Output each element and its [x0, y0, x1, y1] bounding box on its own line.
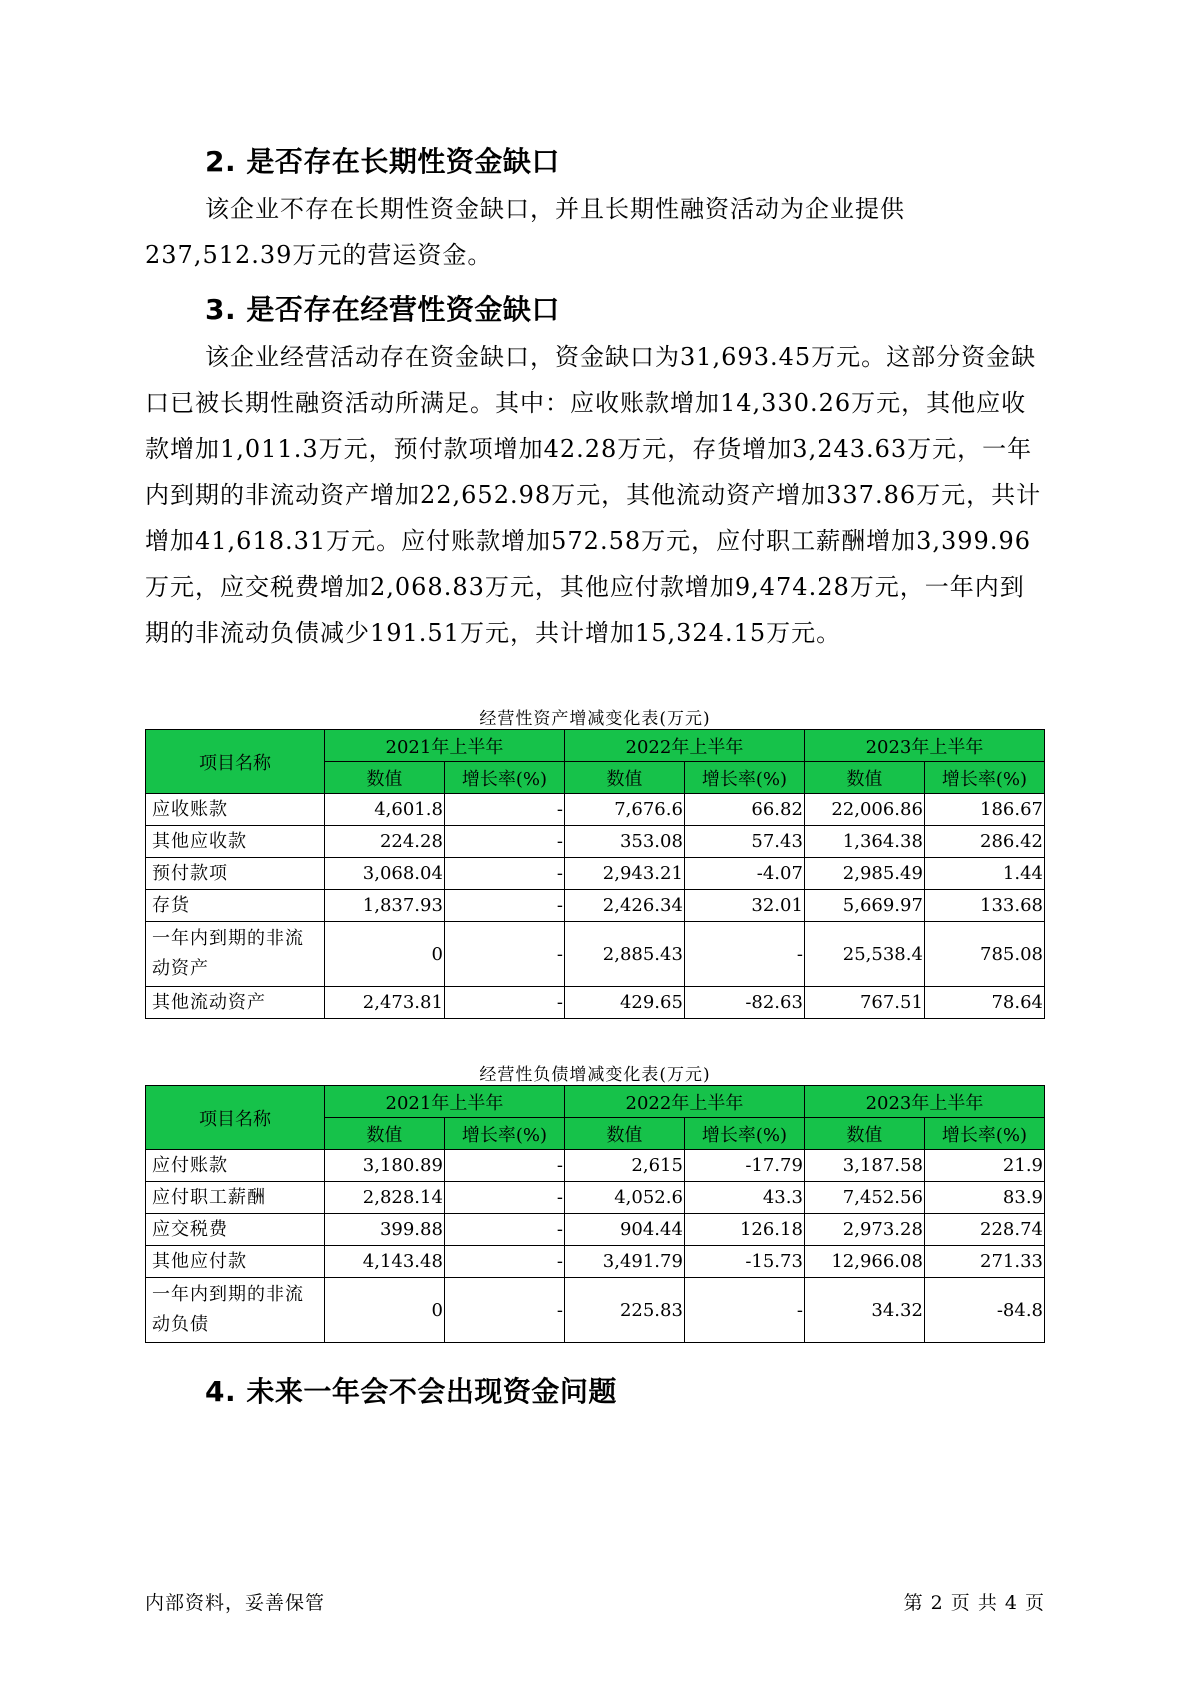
header-value: 数值 [804, 762, 924, 794]
row-name-cell: 其他流动资产 [146, 987, 325, 1019]
rate-2021-cell: - [444, 1246, 564, 1278]
rate-2022-cell: 126.18 [684, 1214, 804, 1246]
header-value: 数值 [324, 1118, 444, 1150]
header-year-2022: 2022年上半年 [564, 730, 804, 762]
row-name-cell: 应交税费 [146, 1214, 325, 1246]
section-3-paragraph: 该企业经营活动存在资金缺口，资金缺口为31,693.45万元。这部分资金缺口已被长期性融资活动所满足。其中：应收账款增加14,330.26万元，其他应收款增加1,011.3万元，预付款项增加42.28万元，存货增加3,243.63万元，一年内到期的非流动资产增加22,652.98万元，其他流动资产增加337.86万元，共计增加41,618.31万元。应付账款增加572.58万元，应付职工薪酬增加3,399.96万元，应交税费增加2,068.83万元，其他应付款增加9,474.28万元，一年内到期的非流动负债减少191.51万元，共计增加15,324.15万元。 [145, 343, 1042, 647]
rate-2022-cell: -82.63 [684, 987, 804, 1019]
value-2021-cell: 2,828.14 [324, 1182, 444, 1214]
table-1-caption: 经营性资产增减变化表(万元) [479, 709, 711, 729]
rate-2022-cell: - [684, 922, 804, 987]
rate-2023-cell: -84.8 [924, 1278, 1044, 1343]
table-2-caption: 经营性负债增减变化表(万元) [479, 1065, 711, 1085]
rate-2022-cell: 32.01 [684, 890, 804, 922]
value-2021-cell: 1,837.93 [324, 890, 444, 922]
row-name-cell: 其他应付款 [146, 1246, 325, 1278]
header-year-2021: 2021年上半年 [324, 1086, 564, 1118]
header-rate: 增长率(%) [924, 762, 1044, 794]
value-2021-cell: 399.88 [324, 1214, 444, 1246]
table-row [146, 987, 1045, 1019]
value-2022-cell: 429.65 [564, 987, 684, 1019]
table-row [146, 1246, 1045, 1278]
rate-2022-cell: 66.82 [684, 794, 804, 826]
value-2021-cell: 3,068.04 [324, 858, 444, 890]
header-item-name: 项目名称 [146, 1086, 325, 1150]
header-value: 数值 [804, 1118, 924, 1150]
value-2023-cell: 5,669.97 [804, 890, 924, 922]
value-2023-cell: 2,973.28 [804, 1214, 924, 1246]
rate-2023-cell: 1.44 [924, 858, 1044, 890]
value-2022-cell: 2,615 [564, 1150, 684, 1182]
value-2021-cell: 224.28 [324, 826, 444, 858]
value-2021-cell: 4,143.48 [324, 1246, 444, 1278]
value-2023-cell: 3,187.58 [804, 1150, 924, 1182]
rate-2022-cell: - [684, 1278, 804, 1343]
row-name-cell: 应付账款 [146, 1150, 325, 1182]
header-value: 数值 [564, 1118, 684, 1150]
value-2022-cell: 7,676.6 [564, 794, 684, 826]
header-rate: 增长率(%) [444, 1118, 564, 1150]
section-2-title: 2. 是否存在长期性资金缺口 [205, 145, 560, 178]
rate-2022-cell: 43.3 [684, 1182, 804, 1214]
value-2022-cell: 2,885.43 [564, 922, 684, 987]
rate-2021-cell: - [444, 858, 564, 890]
row-name-cell: 一年内到期的非流动负债 [146, 1278, 325, 1343]
value-2022-cell: 353.08 [564, 826, 684, 858]
header-rate: 增长率(%) [684, 1118, 804, 1150]
footer-left-note: 内部资料，妥善保管 [145, 1592, 326, 1614]
value-2023-cell: 22,006.86 [804, 794, 924, 826]
rate-2021-cell: - [444, 987, 564, 1019]
value-2021-cell: 4,601.8 [324, 794, 444, 826]
table-row [146, 890, 1045, 922]
value-2022-cell: 2,426.34 [564, 890, 684, 922]
header-value: 数值 [324, 762, 444, 794]
header-item-name: 项目名称 [146, 730, 325, 794]
value-2022-cell: 2,943.21 [564, 858, 684, 890]
section-4-title: 4. 未来一年会不会出现资金问题 [205, 1375, 617, 1408]
table-row [146, 826, 1045, 858]
operating-assets-table [145, 729, 1045, 1019]
header-rate: 增长率(%) [924, 1118, 1044, 1150]
row-name-cell: 存货 [146, 890, 325, 922]
rate-2023-cell: 83.9 [924, 1182, 1044, 1214]
header-year-2022: 2022年上半年 [564, 1086, 804, 1118]
rate-2022-cell: -4.07 [684, 858, 804, 890]
rate-2021-cell: - [444, 1278, 564, 1343]
value-2021-cell: 0 [324, 922, 444, 987]
rate-2021-cell: - [444, 826, 564, 858]
value-2022-cell: 3,491.79 [564, 1246, 684, 1278]
table-row [146, 1150, 1045, 1182]
header-value: 数值 [564, 762, 684, 794]
rate-2023-cell: 286.42 [924, 826, 1044, 858]
row-name-cell: 应收账款 [146, 794, 325, 826]
rate-2021-cell: - [444, 1214, 564, 1246]
section-3-title: 3. 是否存在经营性资金缺口 [205, 293, 560, 326]
rate-2023-cell: 271.33 [924, 1246, 1044, 1278]
rate-2023-cell: 21.9 [924, 1150, 1044, 1182]
value-2023-cell: 1,364.38 [804, 826, 924, 858]
row-name-cell: 预付款项 [146, 858, 325, 890]
section-2-paragraph: 该企业不存在长期性资金缺口，并且长期性融资活动为企业提供237,512.39万元的营运资金。 [145, 195, 905, 269]
footer-page-number: 第 2 页 共 4 页 [903, 1592, 1045, 1614]
table-row [146, 1182, 1045, 1214]
header-rate: 增长率(%) [684, 762, 804, 794]
rate-2022-cell: -15.73 [684, 1246, 804, 1278]
value-2021-cell: 2,473.81 [324, 987, 444, 1019]
rate-2023-cell: 78.64 [924, 987, 1044, 1019]
row-name-cell: 其他应收款 [146, 826, 325, 858]
rate-2021-cell: - [444, 922, 564, 987]
rate-2021-cell: - [444, 1150, 564, 1182]
row-name-cell: 应付职工薪酬 [146, 1182, 325, 1214]
header-year-2023: 2023年上半年 [804, 730, 1044, 762]
value-2023-cell: 12,966.08 [804, 1246, 924, 1278]
rate-2023-cell: 785.08 [924, 922, 1044, 987]
value-2023-cell: 7,452.56 [804, 1182, 924, 1214]
value-2022-cell: 4,052.6 [564, 1182, 684, 1214]
rate-2022-cell: 57.43 [684, 826, 804, 858]
table-row [146, 794, 1045, 826]
header-year-2021: 2021年上半年 [324, 730, 564, 762]
header-rate: 增长率(%) [444, 762, 564, 794]
value-2021-cell: 3,180.89 [324, 1150, 444, 1182]
table-row [146, 922, 1045, 987]
value-2021-cell: 0 [324, 1278, 444, 1343]
rate-2023-cell: 133.68 [924, 890, 1044, 922]
rate-2021-cell: - [444, 890, 564, 922]
operating-liabilities-table [145, 1085, 1045, 1343]
header-year-2023: 2023年上半年 [804, 1086, 1044, 1118]
rate-2021-cell: - [444, 1182, 564, 1214]
rate-2021-cell: - [444, 794, 564, 826]
table-row [146, 858, 1045, 890]
rate-2023-cell: 228.74 [924, 1214, 1044, 1246]
rate-2023-cell: 186.67 [924, 794, 1044, 826]
value-2023-cell: 767.51 [804, 987, 924, 1019]
value-2023-cell: 34.32 [804, 1278, 924, 1343]
row-name-cell: 一年内到期的非流动资产 [146, 922, 325, 987]
value-2023-cell: 2,985.49 [804, 858, 924, 890]
value-2022-cell: 225.83 [564, 1278, 684, 1343]
table-row [146, 1214, 1045, 1246]
value-2023-cell: 25,538.4 [804, 922, 924, 987]
rate-2022-cell: -17.79 [684, 1150, 804, 1182]
table-row [146, 1278, 1045, 1343]
value-2022-cell: 904.44 [564, 1214, 684, 1246]
